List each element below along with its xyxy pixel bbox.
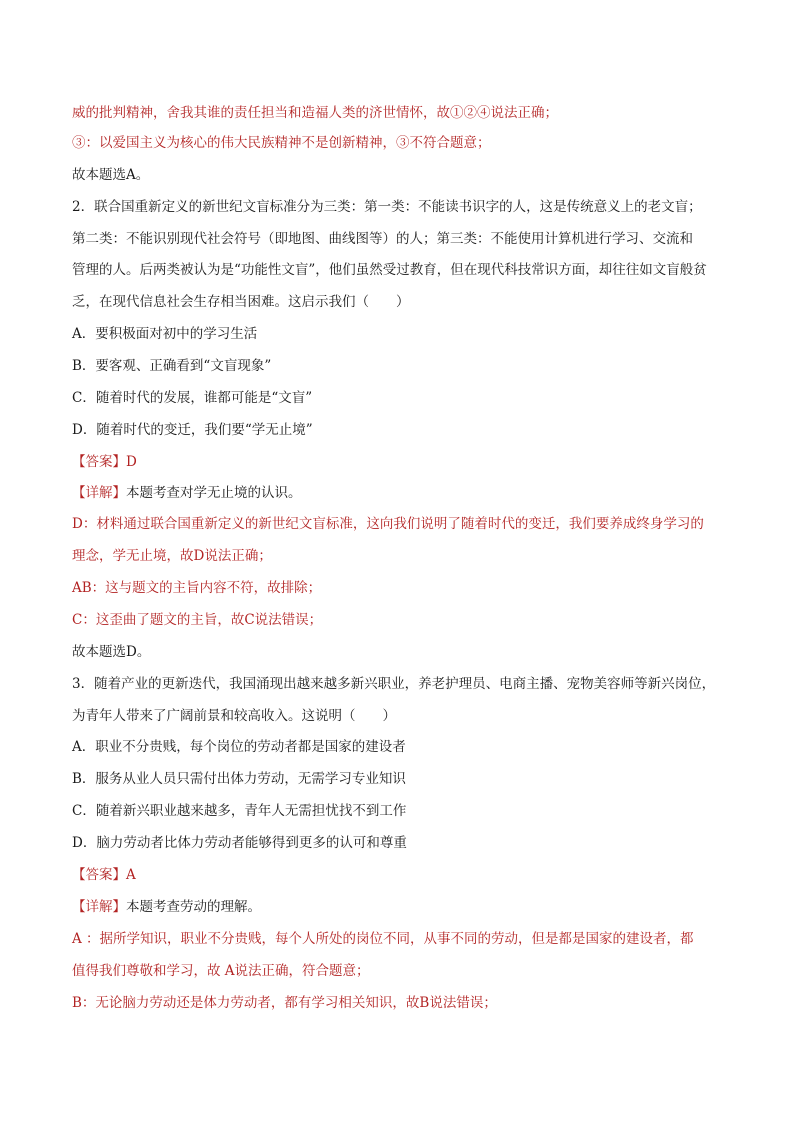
q3-stem-line: 3．随着产业的更新迭代，我国涌现出越来越多新兴职业，养老护理员、电商主播、宠物美容师等新兴岗位， bbox=[72, 676, 716, 692]
q2-option-d: D．随着时代的变迁，我们要“学无止境” bbox=[72, 422, 313, 438]
q1-analysis-line: ③：以爱国主义为核心的伟大民族精神不是创新精神，③不符合题意； bbox=[72, 135, 491, 151]
answer-tag: 【答案】 bbox=[72, 454, 126, 470]
q2-stem-line: 2．联合国重新定义的新世纪文盲标准分为三类：第一类：不能读书识字的人，这是传统意义上的老文盲； bbox=[72, 199, 702, 215]
answer-value: A bbox=[126, 867, 136, 883]
answer-value: D bbox=[126, 454, 137, 470]
q3-answer bbox=[72, 865, 732, 885]
q3-option-a: A．职业不分贵贱，每个岗位的劳动者都是国家的建设者 bbox=[72, 739, 406, 755]
q3-analysis-line: 值得我们尊敬和学习，故 A说法正确，符合题意； bbox=[72, 963, 370, 979]
q2-option-c: C．随着时代的发展，谁都可能是“文盲” bbox=[72, 390, 313, 406]
q3-option-c: C．随着新兴职业越来越多，青年人无需担忧找不到工作 bbox=[72, 803, 407, 819]
q2-stem-line: 第二类：不能识别现代社会符号（即地图、曲线图等）的人；第三类：不能使用计算机进行学习、交流和 bbox=[72, 231, 693, 247]
q2-analysis-line: D：材料通过联合国重新定义的新世纪文盲标准，这向我们说明了随着时代的变迁，我们要养成终身学习的 bbox=[72, 516, 704, 532]
q2-stem-line: 管理的人。后两类被认为是“功能性文盲”，他们虽然受过教育，但在现代科技常识方面，却往往如文盲般贫 bbox=[72, 262, 707, 278]
answer-tag: 【答案】 bbox=[72, 867, 126, 883]
detail-tag: 【详解】 bbox=[72, 485, 126, 501]
detail-tag: 【详解】 bbox=[72, 899, 126, 915]
q1-analysis-line: 威的批判精神，舍我其谁的责任担当和造福人类的济世情怀，故①②④说法正确； bbox=[72, 105, 558, 121]
detail-text: 本题考查劳动的理解。 bbox=[126, 899, 261, 915]
q3-analysis-line: B：无论脑力劳动还是体力劳动者，都有学习相关知识，故B说法错误； bbox=[72, 995, 497, 1011]
q3-analysis-line: A ：据所学知识，职业不分贵贱，每个人所处的岗位不同，从事不同的劳动，但是都是国家的建设者，都 bbox=[72, 931, 694, 947]
q2-option-b: B．要客观、正确看到“文盲现象” bbox=[72, 358, 272, 374]
q2-stem-line: 乏，在现代信息社会生存相当困难。这启示我们（ ） bbox=[72, 294, 410, 310]
q2-analysis-line: C：这歪曲了题文的主旨，故C说法错误； bbox=[72, 612, 323, 628]
q2-analysis-line: 理念，学无止境，故D说法正确； bbox=[72, 548, 272, 564]
q1-conclusion: 故本题选A。 bbox=[72, 167, 150, 183]
q2-detail bbox=[72, 483, 732, 503]
q3-stem-line: 为青年人带来了广阔前景和较高收入。这说明（ ） bbox=[72, 708, 396, 724]
q3-option-b: B．服务从业人员只需付出体力劳动，无需学习专业知识 bbox=[72, 771, 406, 787]
q3-option-d: D．脑力劳动者比体力劳动者能够得到更多的认可和尊重 bbox=[72, 835, 407, 851]
detail-text: 本题考查对学无止境的认识。 bbox=[126, 485, 302, 501]
q2-option-a: A．要积极面对初中的学习生活 bbox=[72, 326, 258, 342]
q2-answer bbox=[72, 452, 732, 472]
q3-detail bbox=[72, 897, 732, 917]
q2-analysis-line: AB：这与题文的主旨内容不符，故排除； bbox=[72, 580, 322, 596]
q2-conclusion: 故本题选D。 bbox=[72, 644, 151, 660]
